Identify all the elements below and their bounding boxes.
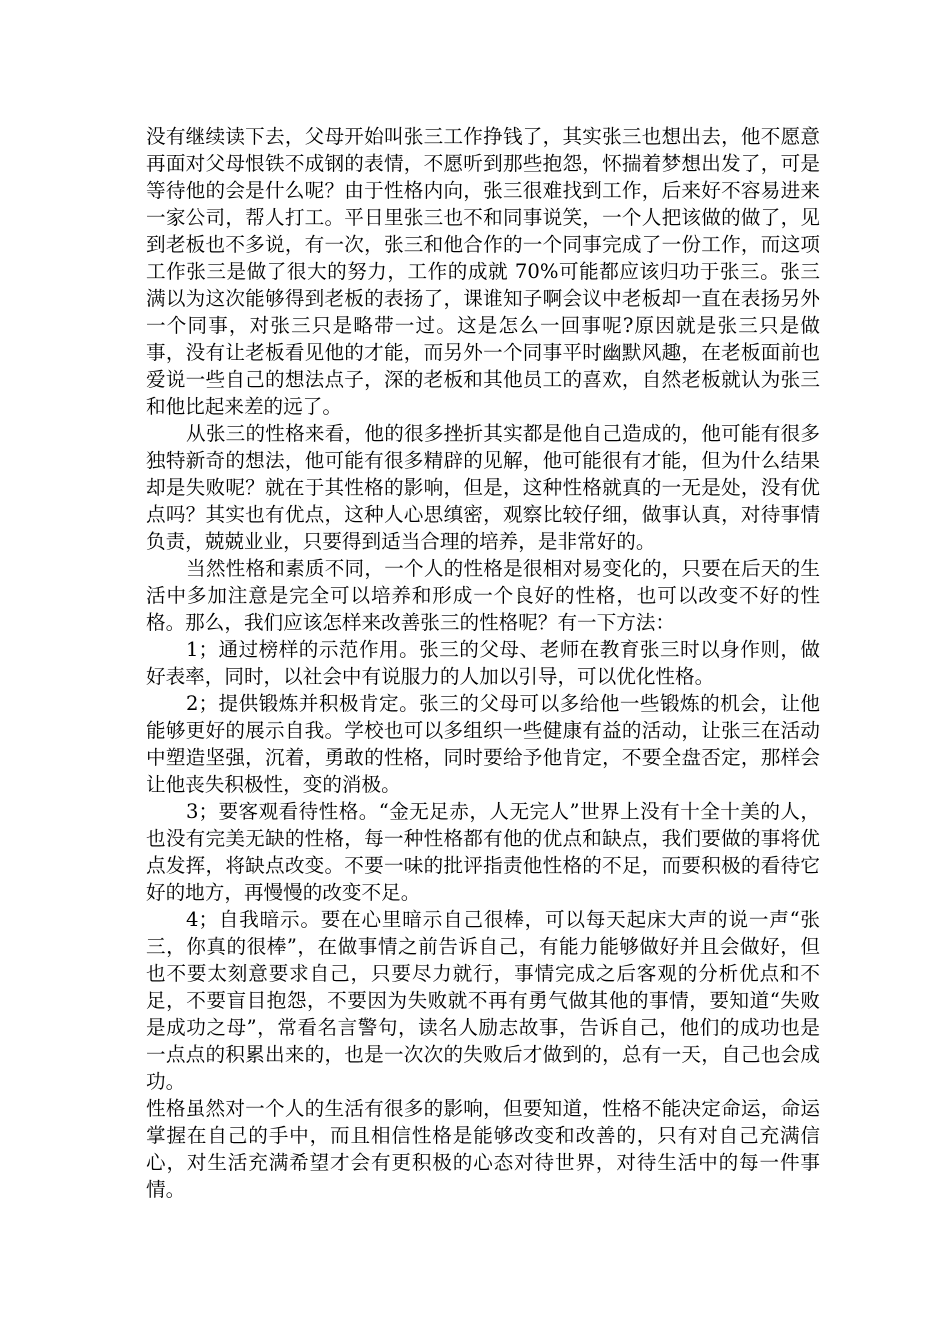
paragraph-continuation: 没有继续读下去，父母开始叫张三工作挣钱了，其实张三也想出去，他不愿意再面对父母恨铁不成钢的表情，不愿听到那些抱怨，怀揣着梦想出发了，可是等待他的会是什么呢？由于性格内向，张三很难找到工作，后来好不容易进来一家公司，帮人打工。平日里张三也不和同事说笑，一个人把该做的做了，见到老板也不多说，有一次，张三和他合作的一个同事完成了一份工作，而这项工作张三是做了很大的努力，工作的成就 70%可能都应该归功于张三。张三满以为这次能够得到老板的表扬了，课谁知子啊会议中老板却一直在表扬另外一个同事，对张三只是略带一过。这是怎么一回事呢?原因就是张三只是做事，没有让老板看见他的才能，而另外一个同事平时幽默风趣，在老板面前也爱说一些自己的想法点子，深的老板和其他员工的喜欢，自然老板就认为张三和他比起来差的远了。 — [146, 125, 820, 418]
paragraph-method-2: 2；提供锻炼并积极肯定。张三的父母可以多给他一些锻炼的机会，让他能够更好的展示自我。学校也可以多组织一些健康有益的活动，让张三在活动中塑造坚强，沉着，勇敢的性格，同时要给予他肯定，不要全盘否定，那样会让他丧失积极性，变的消极。 — [146, 692, 820, 796]
paragraph-conclusion: 性格虽然对一个人的生活有很多的影响，但要知道，性格不能决定命运，命运掌握在自己的手中，而且相信性格是能够改变和改善的，只有对自己充满信心，对生活充满希望才会有更积极的心态对待世界，对待生活中的每一件事情。 — [146, 1097, 820, 1201]
paragraph-personality-analysis: 从张三的性格来看，他的很多挫折其实都是他自己造成的，他可能有很多独特新奇的想法，他可能有很多精辟的见解，他可能很有才能，但为什么结果却是失败呢？就在于其性格的影响，但是，这种性格就真的一无是处，没有优点吗？其实也有优点，这种人心思缜密，观察比较仔细，做事认真，对待事情负责，兢兢业业，只要得到适当合理的培养，是非常好的。 — [146, 422, 820, 553]
paragraph-method-4: 4；自我暗示。要在心里暗示自己很棒，可以每天起床大声的说一声“张三，你真的很棒”，在做事情之前告诉自己，有能力能够做好并且会做好，但也不要太刻意要求自己，只要尽力就行，事情完成之后客观的分析优点和不足，不要盲目抱怨，不要因为失败就不再有勇气做其他的事情，要知道“失败是成功之母”，常看名言警句，读名人励志故事，告诉自己，他们的成功也是一点点的积累出来的，也是一次次的失败后才做到的，总有一天，自己也会成功。 — [146, 908, 820, 1093]
paragraph-improvement-intro: 当然性格和素质不同，一个人的性格是很相对易变化的，只要在后天的生活中多加注意是完全可以培养和形成一个良好的性格，也可以改变不好的性格。那么，我们应该怎样来改善张三的性格呢？有一下方法： — [146, 557, 820, 634]
paragraph-method-3: 3；要客观看待性格。“金无足赤，人无完人”世界上没有十全十美的人，也没有完美无缺的性格，每一种性格都有他的优点和缺点，我们要做的事将优点发挥，将缺点改变。不要一味的批评指责他性格的不足，而要积极的看待它好的地方，再慢慢的改变不足。 — [146, 800, 820, 904]
paragraph-method-1: 1；通过榜样的示范作用。张三的父母、老师在教育张三时以身作则，做好表率，同时，以社会中有说服力的人加以引导，可以优化性格。 — [146, 638, 820, 688]
document-body — [146, 123, 820, 1203]
